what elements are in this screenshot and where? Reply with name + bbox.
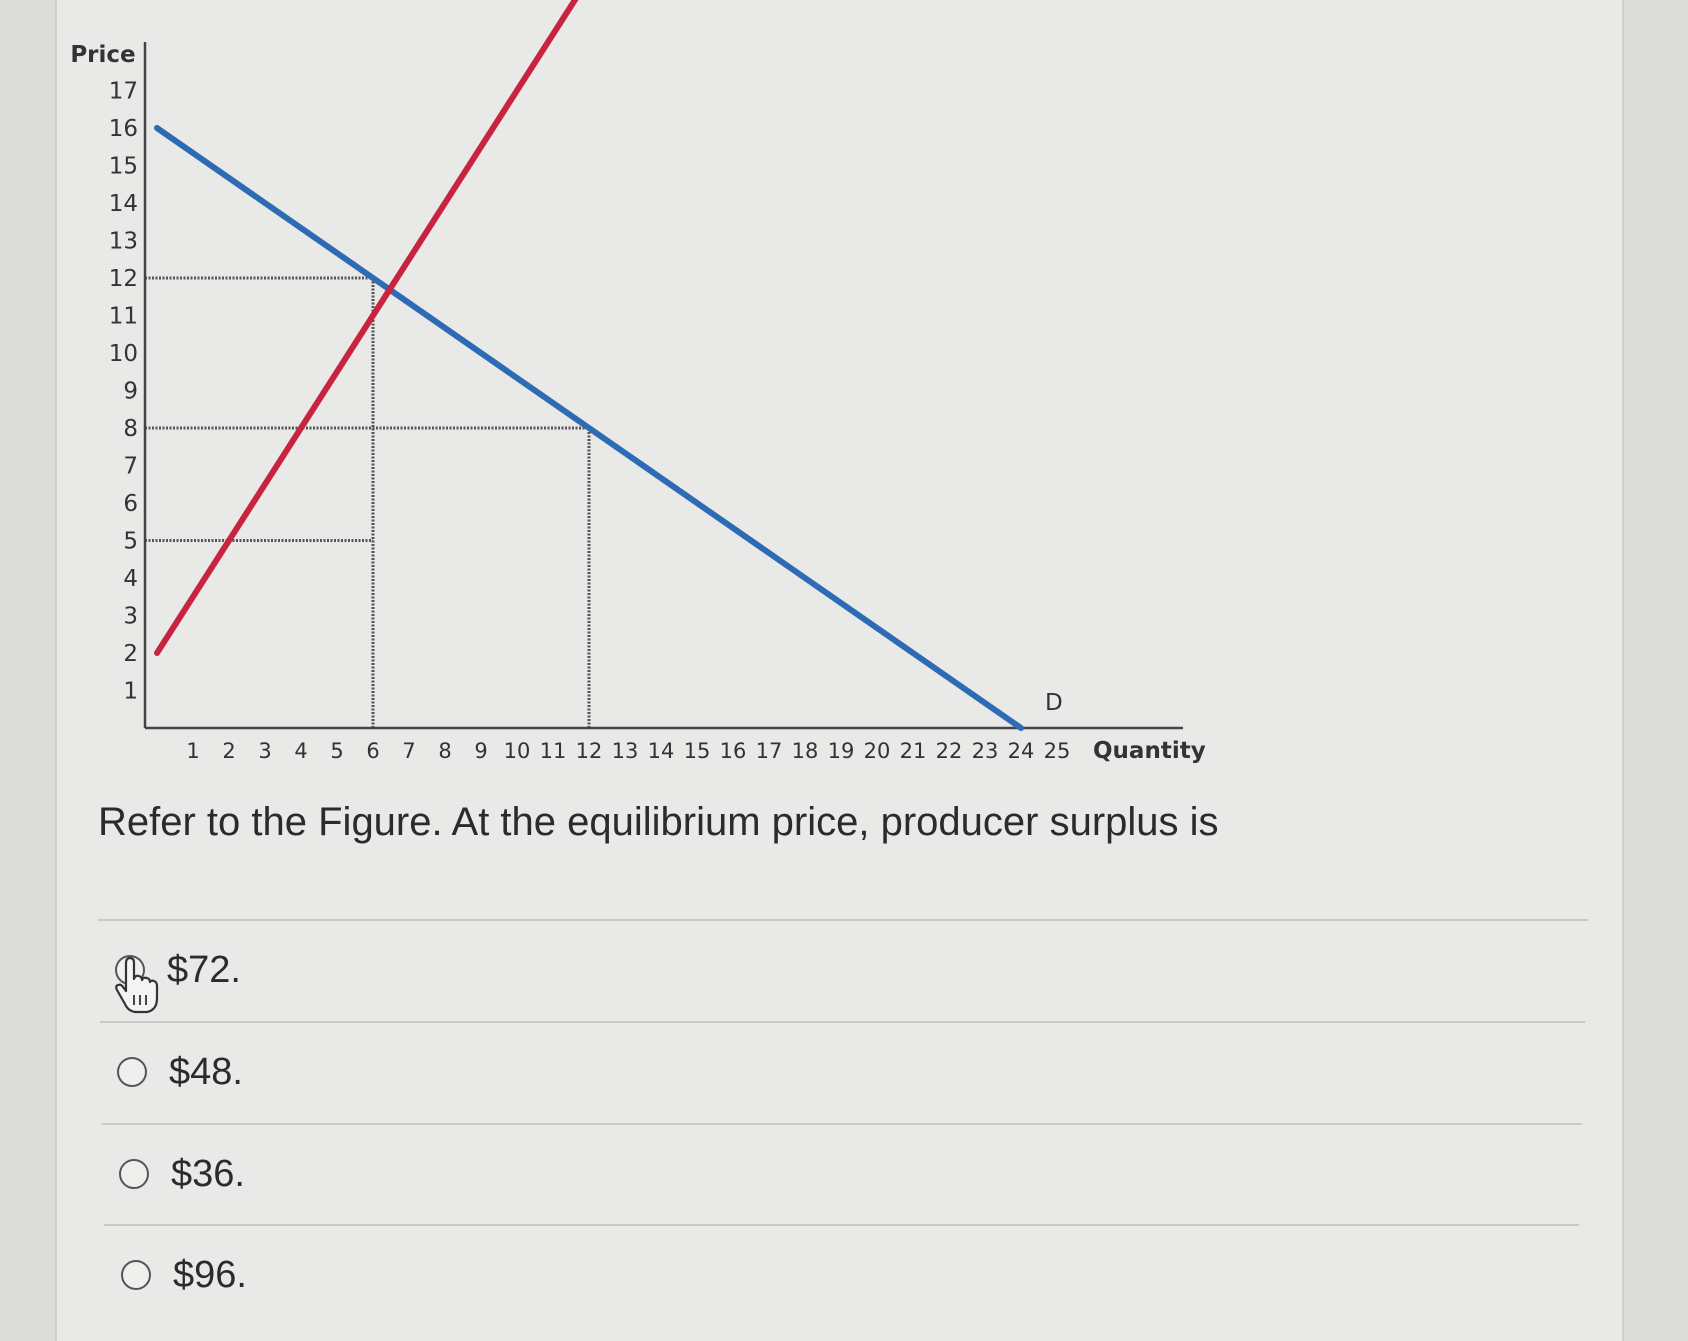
x-tick-label: 20 <box>863 739 891 763</box>
demand-label: D <box>1045 690 1063 716</box>
y-tick-label: 2 <box>123 641 138 667</box>
x-tick-label: 2 <box>222 739 236 763</box>
x-tick-label: 24 <box>1007 739 1035 763</box>
divider <box>98 919 1588 921</box>
supply-line <box>157 0 892 653</box>
x-tick-label: 10 <box>503 739 531 763</box>
y-tick-label: 8 <box>123 416 138 442</box>
y-tick-label: 13 <box>108 228 138 255</box>
x-tick-label: 11 <box>539 739 567 763</box>
y-tick-label: 11 <box>108 303 138 330</box>
x-tick-label: 6 <box>366 739 380 763</box>
y-tick-label: 12 <box>108 266 138 292</box>
option-label: $48. <box>169 1050 243 1093</box>
x-tick-label: 9 <box>474 739 488 763</box>
x-tick-label: 23 <box>971 739 999 763</box>
x-tick-label: 14 <box>647 739 675 763</box>
y-axis-label: Price <box>70 42 136 68</box>
x-tick-label: 15 <box>683 739 711 763</box>
option-96[interactable] <box>121 1245 247 1305</box>
radio-button[interactable] <box>121 1260 151 1290</box>
y-tick-label: 15 <box>108 153 138 180</box>
option-label: $36. <box>171 1152 245 1195</box>
y-tick-labels <box>109 79 138 705</box>
radio-button[interactable] <box>119 1159 149 1189</box>
x-tick-label: 22 <box>935 739 963 763</box>
pointer-hand-icon <box>110 955 160 1015</box>
option-36[interactable] <box>119 1144 245 1204</box>
y-tick-label: 7 <box>123 453 138 480</box>
option-label: $96. <box>173 1253 247 1296</box>
x-tick-label: 16 <box>719 739 747 763</box>
reference-lines <box>145 278 589 728</box>
x-tick-label: 19 <box>827 739 855 763</box>
question-text: Refer to the Figure. At the equilibrium price, producer surplus is <box>98 800 1219 844</box>
y-tick-label: 16 <box>108 116 138 142</box>
x-axis-label: Quantity <box>1093 738 1206 764</box>
y-tick-label: 3 <box>123 603 138 630</box>
y-tick-label: 10 <box>108 341 138 367</box>
chart-series <box>157 0 1063 728</box>
x-tick-label: 5 <box>330 739 344 763</box>
x-tick-label: 18 <box>791 739 819 763</box>
x-tick-labels <box>186 739 1070 763</box>
divider <box>102 1123 1582 1125</box>
x-tick-label: 21 <box>899 739 927 763</box>
x-tick-label: 1 <box>186 739 200 763</box>
radio-button[interactable] <box>117 1057 147 1087</box>
y-tick-label: 4 <box>123 566 138 592</box>
y-tick-label: 9 <box>123 378 138 405</box>
divider <box>100 1021 1585 1023</box>
option-48[interactable] <box>117 1042 243 1102</box>
x-tick-label: 12 <box>575 739 603 763</box>
option-label: $72. <box>167 948 241 991</box>
divider <box>104 1224 1579 1226</box>
y-tick-label: 17 <box>108 78 138 105</box>
y-tick-label: 5 <box>123 528 138 555</box>
y-tick-label: 14 <box>108 191 138 217</box>
x-tick-label: 7 <box>402 739 416 763</box>
x-tick-label: 8 <box>438 739 452 763</box>
x-tick-label: 17 <box>755 739 783 763</box>
x-tick-label: 4 <box>294 739 308 763</box>
x-tick-label: 13 <box>611 739 639 763</box>
y-tick-label: 1 <box>123 678 138 705</box>
x-tick-label: 25 <box>1043 739 1071 763</box>
x-tick-label: 3 <box>258 739 272 763</box>
y-tick-label: 6 <box>123 491 138 517</box>
